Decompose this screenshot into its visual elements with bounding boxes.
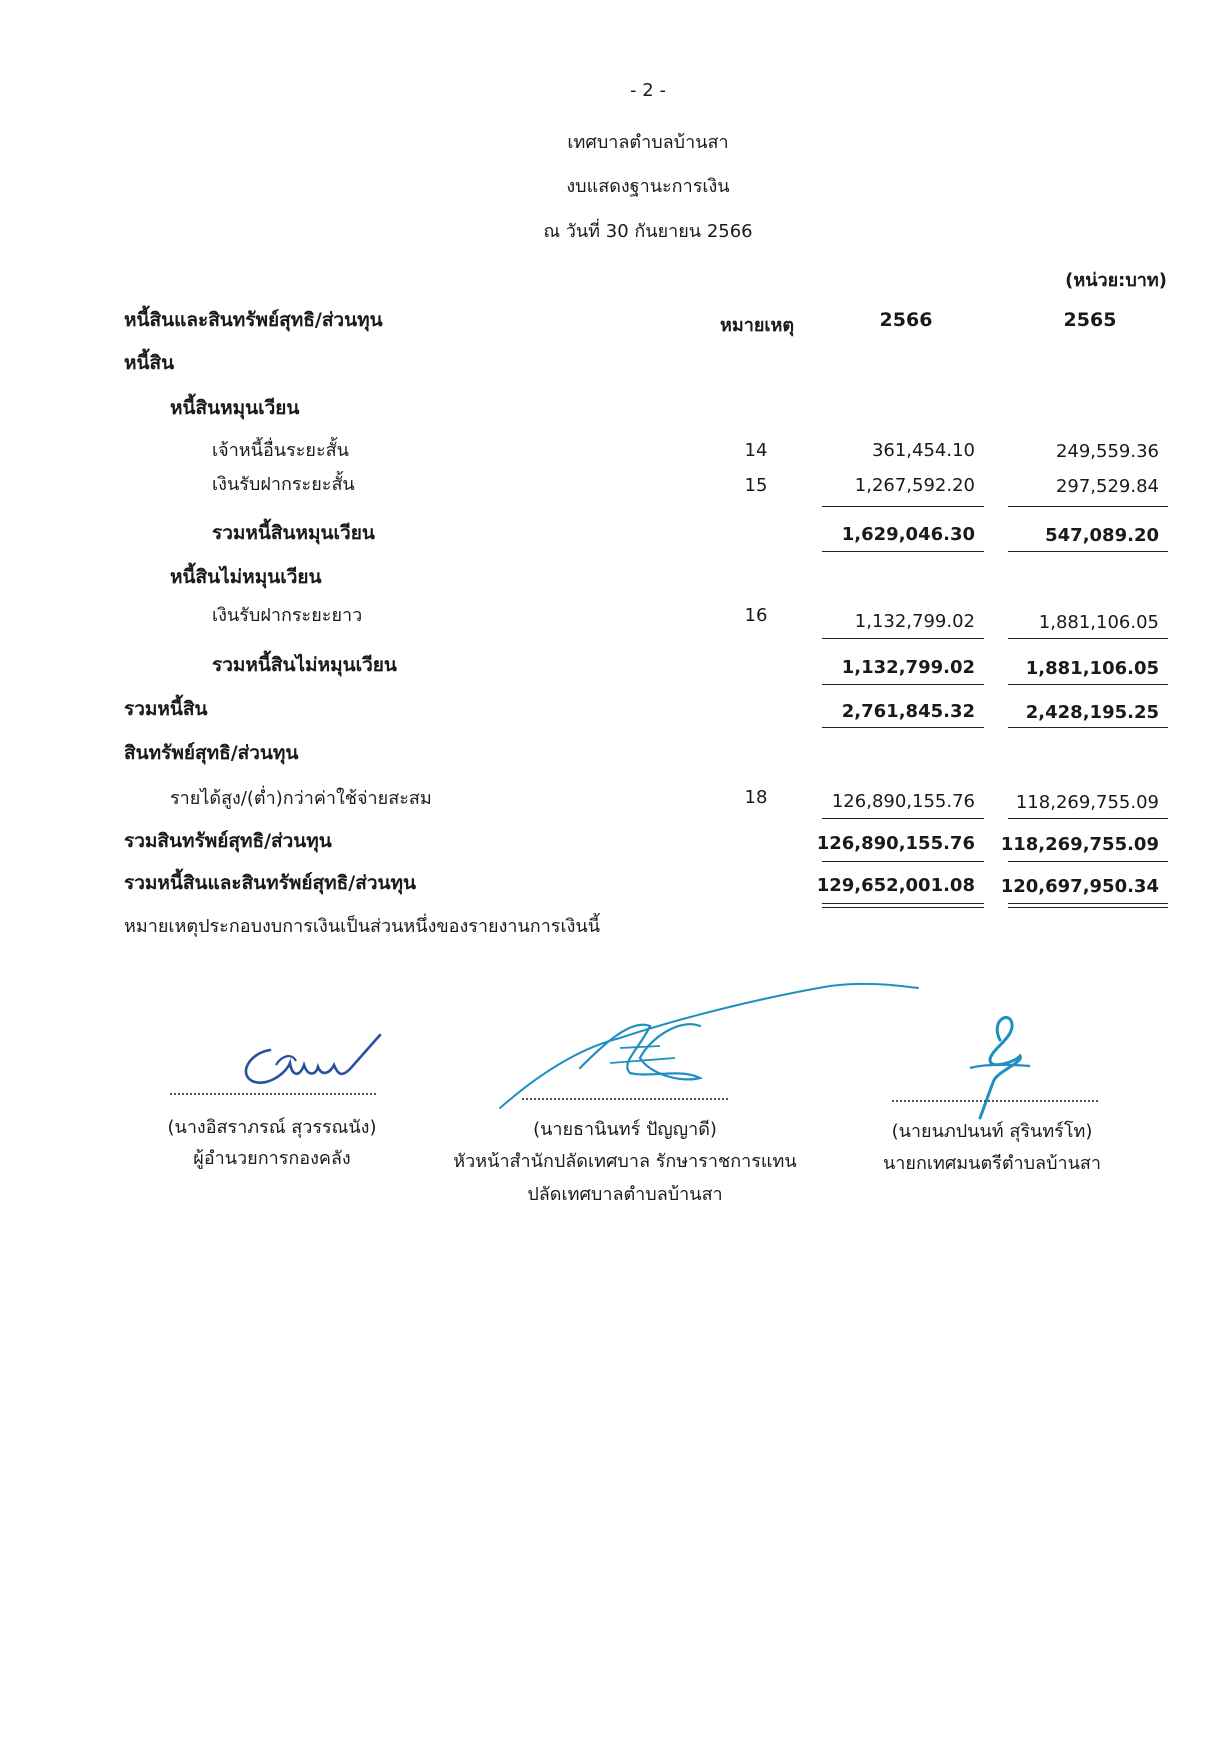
signatory-2-name: (นายธานินทร์ ปัญญาดี) [533, 1119, 717, 1140]
subtotal-rule [822, 638, 984, 639]
row-value-2565-short-term-deposits: 297,529.84 [1055, 476, 1159, 497]
current-liabilities-heading: หนี้สินหมุนเวียน [170, 397, 300, 419]
year-2566-header: 2566 [879, 309, 933, 331]
total-rule [1008, 551, 1168, 552]
row-note-short-term-payables: 14 [744, 440, 768, 461]
signatory-3-title: นายกเทศมนตรีตำบลบ้านสา [882, 1153, 1102, 1174]
year-2565-header: 2565 [1063, 309, 1117, 331]
total-liabilities-label: รวมหนี้สิน [124, 698, 208, 720]
total-current-liabilities-2566: 1,629,046.30 [841, 524, 975, 545]
total-liabilities-2565: 2,428,195.25 [1025, 702, 1159, 723]
signature-1-mark [230, 1025, 380, 1095]
subtotal-rule [1008, 638, 1168, 639]
total-rule [822, 727, 984, 728]
unit-label: (หน่วย:บาท) [1065, 270, 1167, 291]
total-rule [1008, 727, 1168, 728]
row-value-2565-accumulated-surplus: 118,269,755.09 [1015, 792, 1159, 813]
row-note-accumulated-surplus: 18 [744, 787, 768, 808]
total-net-assets-2566: 126,890,155.76 [816, 833, 975, 854]
total-non-current-liabilities-label: รวมหนี้สินไม่หมุนเวียน [212, 654, 397, 676]
signature-2-mark [500, 978, 920, 1113]
total-current-liabilities-2565: 547,089.20 [1045, 525, 1159, 546]
non-current-liabilities-heading: หนี้สินไม่หมุนเวียน [170, 566, 322, 588]
row-value-2566-accumulated-surplus: 126,890,155.76 [831, 791, 975, 812]
total-non-current-liabilities-2565: 1,881,106.05 [1025, 658, 1159, 679]
row-label-short-term-deposits: เงินรับฝากระยะสั้น [212, 474, 355, 495]
total-net-assets-label: รวมสินทรัพย์สุทธิ/ส่วนทุน [124, 830, 332, 852]
row-note-long-term-deposits: 16 [744, 605, 768, 626]
subtotal-rule [822, 506, 984, 507]
grand-total-label: รวมหนี้สินและสินทรัพย์สุทธิ/ส่วนทุน [124, 872, 416, 894]
signatory-2-title-line2: ปลัดเทศบาลตำบลบ้านสา [527, 1184, 723, 1205]
total-rule [1008, 684, 1168, 685]
grand-total-2565: 120,697,950.34 [1000, 876, 1159, 897]
total-net-assets-2565: 118,269,755.09 [1000, 834, 1159, 855]
page-number: - 2 - [630, 80, 666, 101]
signature-line-3 [892, 1100, 1098, 1102]
total-rule [822, 861, 984, 862]
net-assets-heading: สินทรัพย์สุทธิ/ส่วนทุน [124, 742, 299, 764]
total-rule [822, 684, 984, 685]
organization-name: เทศบาลตำบลบ้านสา [567, 132, 729, 153]
signatory-3-name: (นายนภปนนท์ สุรินทร์โท) [891, 1121, 1093, 1142]
row-value-2565-short-term-payables: 249,559.36 [1055, 441, 1159, 462]
total-liabilities-2566: 2,761,845.32 [841, 701, 975, 722]
row-label-long-term-deposits: เงินรับฝากระยะยาว [212, 605, 363, 626]
double-rule-bottom [822, 907, 984, 908]
row-value-2566-short-term-deposits: 1,267,592.20 [854, 475, 975, 496]
row-value-2566-long-term-deposits: 1,132,799.02 [854, 611, 975, 632]
liabilities-heading: หนี้สิน [124, 352, 175, 374]
row-label-short-term-payables: เจ้าหนี้อื่นระยะสั้น [212, 440, 349, 461]
subtotal-rule [1008, 506, 1168, 507]
signatory-2-title: หัวหน้าสำนักปลัดเทศบาล รักษาราชการแทน [453, 1151, 797, 1172]
total-current-liabilities-label: รวมหนี้สินหมุนเวียน [212, 522, 375, 544]
footnote: หมายเหตุประกอบงบการเงินเป็นส่วนหนึ่งของรายงานการเงินนี้ [124, 916, 601, 937]
row-value-2566-short-term-payables: 361,454.10 [871, 440, 975, 461]
section-title: หนี้สินและสินทรัพย์สุทธิ/ส่วนทุน [124, 309, 383, 331]
signatory-1-name: (นางอิสราภรณ์ สุวรรณนัง) [167, 1117, 377, 1138]
statement-date: ณ วันที่ 30 กันยายน 2566 [543, 221, 753, 242]
signatory-1-title: ผู้อำนวยการกองคลัง [193, 1148, 351, 1169]
row-note-short-term-deposits: 15 [744, 475, 768, 496]
total-non-current-liabilities-2566: 1,132,799.02 [841, 657, 975, 678]
row-label-accumulated-surplus: รายได้สูง/(ต่ำ)กว่าค่าใช้จ่ายสะสม [170, 788, 432, 809]
subtotal-rule [822, 818, 984, 819]
statement-title: งบแสดงฐานะการเงิน [566, 176, 730, 197]
grand-total-2566: 129,652,001.08 [816, 875, 975, 896]
double-rule-top [1008, 903, 1168, 904]
double-rule-top [822, 903, 984, 904]
signature-line-2 [522, 1098, 728, 1100]
row-value-2565-long-term-deposits: 1,881,106.05 [1038, 612, 1159, 633]
note-column-header: หมายเหตุ [720, 315, 795, 336]
signature-line-1 [170, 1093, 376, 1095]
total-rule [822, 551, 984, 552]
total-rule [1008, 861, 1168, 862]
double-rule-bottom [1008, 907, 1168, 908]
signature-3-mark [960, 1010, 1040, 1120]
subtotal-rule [1008, 818, 1168, 819]
